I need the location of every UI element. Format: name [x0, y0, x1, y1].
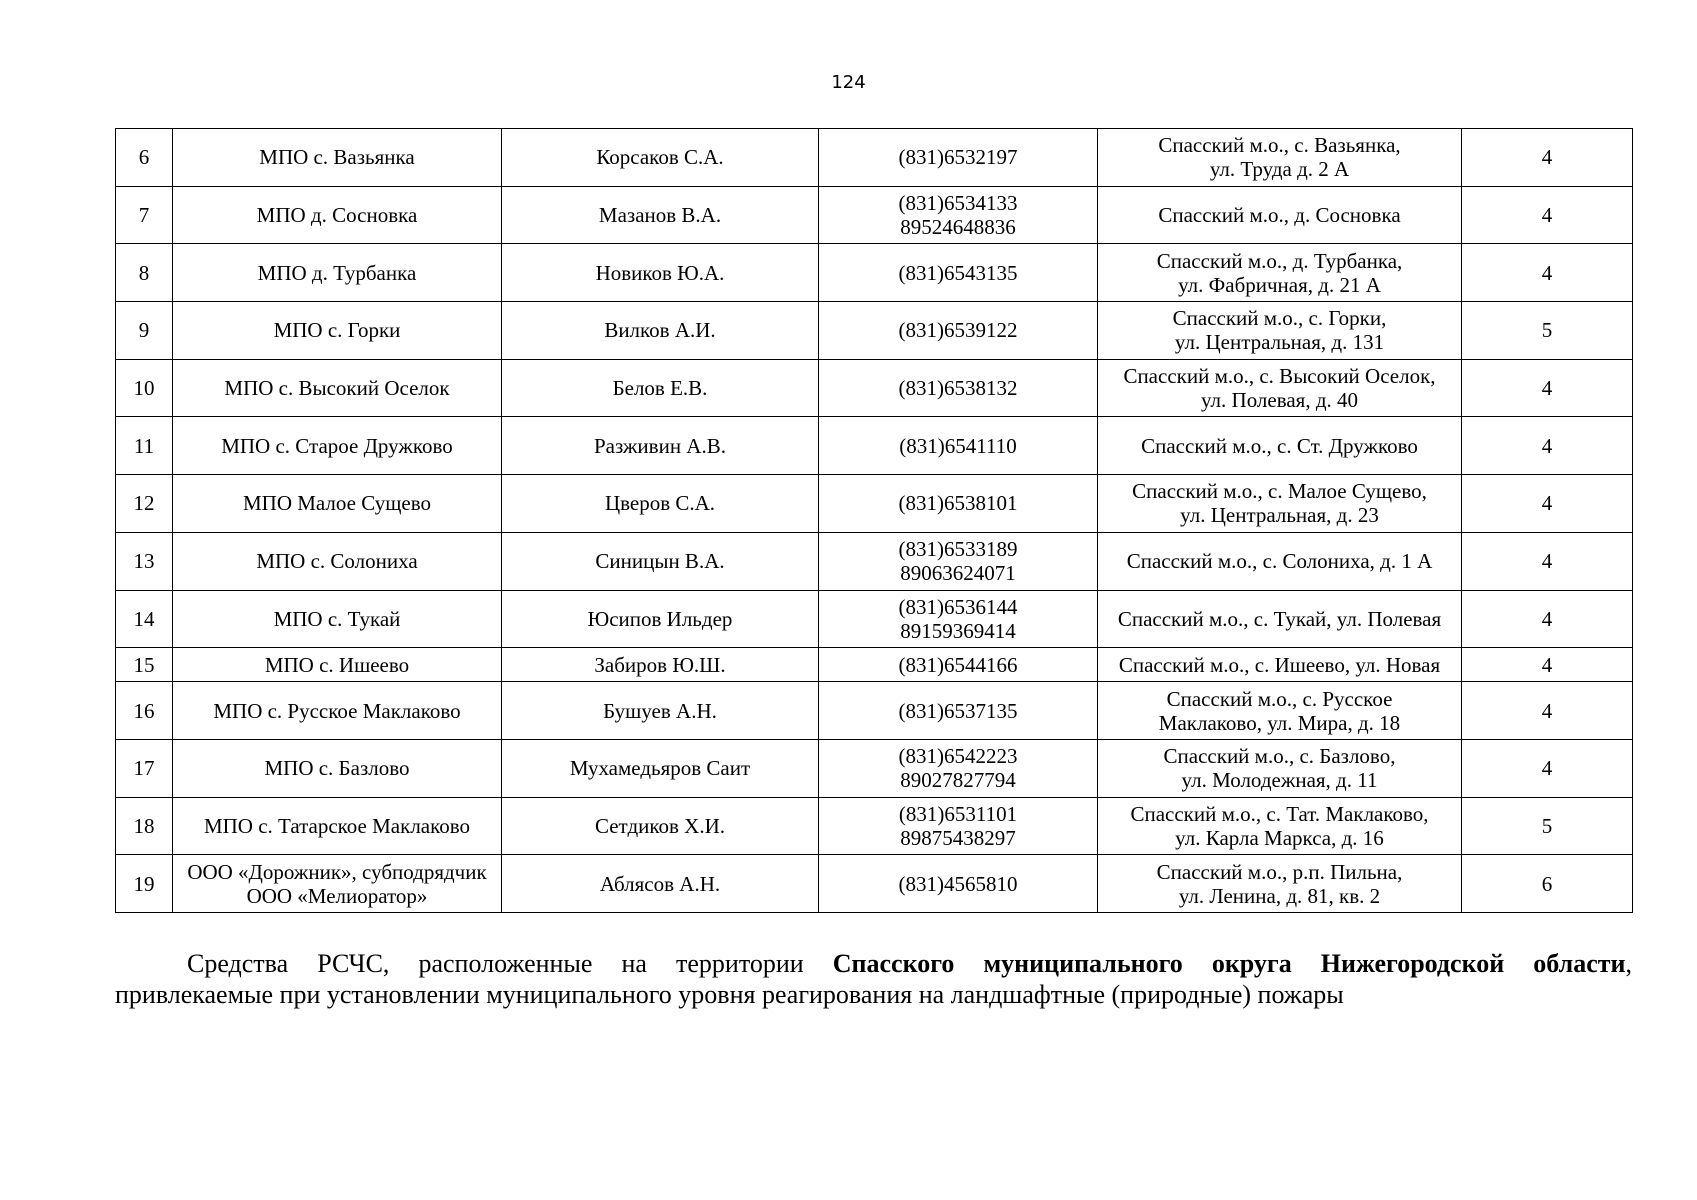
phone-line: 89027827794 [900, 768, 1016, 793]
phone-line: (831)4565810 [898, 871, 1018, 896]
address-line: Спасский м.о., д. Сосновка [1158, 203, 1401, 228]
address-cell [1098, 359, 1462, 417]
organization-line: МПО с. Татарское Маклаково [203, 813, 471, 838]
phone-line: 89159369414 [900, 618, 1016, 643]
head-name-cell: Бушуев А.Н. [502, 682, 819, 740]
paragraph-suffix: , [1625, 949, 1632, 978]
head-name-cell: Аблясов А.Н. [502, 855, 819, 913]
organization-line: МПО с. Базлово [264, 756, 410, 781]
phone-line: (831)6538101 [898, 491, 1018, 516]
organization-line: МПО с. Ишеево [264, 652, 410, 677]
count-cell: 4 [1462, 186, 1633, 244]
count-cell: 4 [1462, 648, 1633, 682]
organization-line: МПО с. Старое Дружково [221, 433, 453, 458]
count-cell: 4 [1462, 532, 1633, 590]
phone-line: (831)6536144 [898, 594, 1018, 619]
phone-line: (831)6537135 [898, 698, 1018, 723]
head-name-cell: Белов Е.В. [502, 359, 819, 417]
phone-cell [819, 417, 1098, 475]
phone-cell [819, 244, 1098, 302]
row-number-cell: 12 [116, 475, 173, 533]
row-number-cell: 16 [116, 682, 173, 740]
phone-line: (831)6534133 [898, 191, 1018, 216]
row-number-cell: 15 [116, 648, 173, 682]
phone-cell [819, 475, 1098, 533]
organization-cell [173, 648, 502, 682]
organization-cell [173, 475, 502, 533]
organization-cell [173, 359, 502, 417]
organization-cell [173, 855, 502, 913]
table-row [116, 244, 1633, 302]
row-number-cell: 6 [116, 129, 173, 187]
address-line: Спасский м.о., с. Тат. Маклаково, [1130, 801, 1429, 826]
address-cell [1098, 590, 1462, 648]
address-line: Спасский м.о., р.п. Пильна, [1156, 859, 1403, 884]
row-number-cell: 8 [116, 244, 173, 302]
head-name-cell: Корсаков С.А. [502, 129, 819, 187]
address-line: Спасский м.о., с. Ишеево, ул. Новая [1118, 652, 1441, 677]
organization-line: МПО д. Сосновка [256, 203, 418, 228]
head-name-cell: Мухамедьяров Саит [502, 739, 819, 797]
row-number-cell: 14 [116, 590, 173, 648]
phone-cell [819, 739, 1098, 797]
address-cell [1098, 855, 1462, 913]
page-number: 124 [831, 72, 866, 93]
head-name-cell: Сетдиков Х.И. [502, 797, 819, 855]
table-row [116, 302, 1633, 360]
address-line: ул. Фабричная, д. 21 А [1178, 272, 1381, 297]
table-body [116, 129, 1633, 913]
organization-cell [173, 186, 502, 244]
phone-line: 89875438297 [900, 825, 1016, 850]
phone-cell [819, 648, 1098, 682]
address-cell [1098, 739, 1462, 797]
organization-cell [173, 244, 502, 302]
organization-cell [173, 532, 502, 590]
phone-line: (831)6538132 [898, 376, 1018, 401]
head-name-cell: Забиров Ю.Ш. [502, 648, 819, 682]
phone-line: (831)6531101 [898, 801, 1018, 826]
section-paragraph [115, 948, 1632, 1010]
table-row [116, 797, 1633, 855]
address-line: Маклаково, ул. Мира, д. 18 [1158, 710, 1401, 735]
organization-line: МПО с. Вазьянка [259, 145, 415, 170]
address-line: ул. Центральная, д. 23 [1180, 503, 1379, 528]
phone-cell [819, 590, 1098, 648]
address-cell [1098, 186, 1462, 244]
address-cell [1098, 417, 1462, 475]
address-line: Спасский м.о., с. Ст. Дружково [1141, 433, 1418, 458]
row-number-cell: 13 [116, 532, 173, 590]
table-row [116, 855, 1633, 913]
row-number-cell: 10 [116, 359, 173, 417]
organization-cell [173, 739, 502, 797]
row-number-cell: 19 [116, 855, 173, 913]
table-row [116, 648, 1633, 682]
phone-cell [819, 186, 1098, 244]
address-line: Спасский м.о., д. Турбанка, [1156, 248, 1403, 273]
phone-cell [819, 855, 1098, 913]
address-line: Спасский м.о., с. Тукай, ул. Полевая [1117, 606, 1442, 631]
count-cell: 6 [1462, 855, 1633, 913]
paragraph-prefix: Средства РСЧС, расположенные на территории [187, 949, 833, 978]
address-cell [1098, 682, 1462, 740]
organization-cell [173, 797, 502, 855]
organization-line: МПО с. Высокий Оселок [224, 376, 450, 401]
fire-units-table [115, 128, 1633, 913]
count-cell: 5 [1462, 797, 1633, 855]
count-cell: 4 [1462, 682, 1633, 740]
phone-line: (831)6539122 [898, 318, 1018, 343]
address-cell [1098, 648, 1462, 682]
table-row [116, 682, 1633, 740]
table-row [116, 475, 1633, 533]
table-row [116, 590, 1633, 648]
address-cell [1098, 797, 1462, 855]
organization-cell [173, 129, 502, 187]
count-cell: 4 [1462, 475, 1633, 533]
table-row [116, 359, 1633, 417]
organization-line: МПО с. Горки [273, 318, 401, 343]
address-cell [1098, 129, 1462, 187]
phone-line: 89063624071 [900, 561, 1016, 586]
address-line: ул. Центральная, д. 131 [1174, 330, 1385, 355]
organization-cell [173, 590, 502, 648]
count-cell: 4 [1462, 590, 1633, 648]
table-row [116, 186, 1633, 244]
organization-line: МПО д. Турбанка [257, 260, 417, 285]
organization-cell [173, 417, 502, 475]
row-number-cell: 7 [116, 186, 173, 244]
address-cell [1098, 532, 1462, 590]
row-number-cell: 18 [116, 797, 173, 855]
organization-line: МПО Малое Сущево [243, 491, 431, 516]
head-name-cell: Разживин А.В. [502, 417, 819, 475]
organization-cell [173, 302, 502, 360]
organization-line: ООО «Мелиоратор» [246, 883, 428, 908]
row-number-cell: 17 [116, 739, 173, 797]
address-line: ул. Труда д. 2 А [1209, 157, 1350, 182]
count-cell: 4 [1462, 129, 1633, 187]
count-cell: 4 [1462, 739, 1633, 797]
head-name-cell: Юсипов Ильдер [502, 590, 819, 648]
address-cell [1098, 244, 1462, 302]
head-name-cell: Синицын В.А. [502, 532, 819, 590]
row-number-cell: 9 [116, 302, 173, 360]
count-cell: 5 [1462, 302, 1633, 360]
count-cell: 4 [1462, 359, 1633, 417]
row-number-cell: 11 [116, 417, 173, 475]
table-row [116, 739, 1633, 797]
phone-cell [819, 532, 1098, 590]
organization-line: МПО с. Тукай [273, 606, 401, 631]
organization-line: МПО с. Русское Маклаково [213, 698, 461, 723]
head-name-cell: Цверов С.А. [502, 475, 819, 533]
paragraph-first-line [115, 948, 1632, 979]
head-name-cell: Вилков А.И. [502, 302, 819, 360]
count-cell: 4 [1462, 244, 1633, 302]
phone-line: (831)6544166 [898, 652, 1018, 677]
organization-line: ООО «Дорожник», субподрядчик [187, 859, 487, 884]
phone-cell [819, 302, 1098, 360]
phone-line: (831)6543135 [898, 260, 1018, 285]
address-line: Спасский м.о., с. Горки, [1172, 306, 1387, 331]
organization-line: МПО с. Солониха [256, 549, 418, 574]
paragraph-bold-region: Спасского муниципального округа Нижегородской области [832, 949, 1626, 978]
phone-line: 89524648836 [900, 215, 1016, 240]
address-line: ул. Молодежная, д. 11 [1181, 768, 1378, 793]
address-line: Спасский м.о., с. Базлово, [1163, 744, 1396, 769]
phone-cell [819, 682, 1098, 740]
phone-line: (831)6541110 [899, 433, 1017, 458]
phone-line: (831)6533189 [898, 537, 1018, 562]
address-cell [1098, 302, 1462, 360]
organization-cell [173, 682, 502, 740]
phone-cell [819, 359, 1098, 417]
address-line: ул. Ленина, д. 81, кв. 2 [1178, 883, 1381, 908]
address-line: Спасский м.о., с. Малое Сущево, [1132, 479, 1427, 504]
head-name-cell: Мазанов В.А. [502, 186, 819, 244]
address-line: ул. Полевая, д. 40 [1200, 388, 1359, 413]
address-line: Спасский м.о., с. Вазьянка, [1158, 133, 1401, 158]
phone-line: (831)6532197 [898, 145, 1018, 170]
address-line: Спасский м.о., с. Русское [1166, 686, 1393, 711]
phone-cell [819, 129, 1098, 187]
address-cell [1098, 475, 1462, 533]
address-line: Спасский м.о., с. Высокий Оселок, [1123, 364, 1436, 389]
address-line: Спасский м.о., с. Солониха, д. 1 А [1126, 549, 1433, 574]
table-row [116, 129, 1633, 187]
head-name-cell: Новиков Ю.А. [502, 244, 819, 302]
paragraph-second-line: привлекаемые при установлении муниципального уровня реагирования на ландшафтные (природные) пожары [115, 980, 1344, 1009]
phone-cell [819, 797, 1098, 855]
count-cell: 4 [1462, 417, 1633, 475]
phone-line: (831)6542223 [898, 744, 1018, 769]
address-line: ул. Карла Маркса, д. 16 [1175, 825, 1384, 850]
table-row [116, 532, 1633, 590]
table-row [116, 417, 1633, 475]
